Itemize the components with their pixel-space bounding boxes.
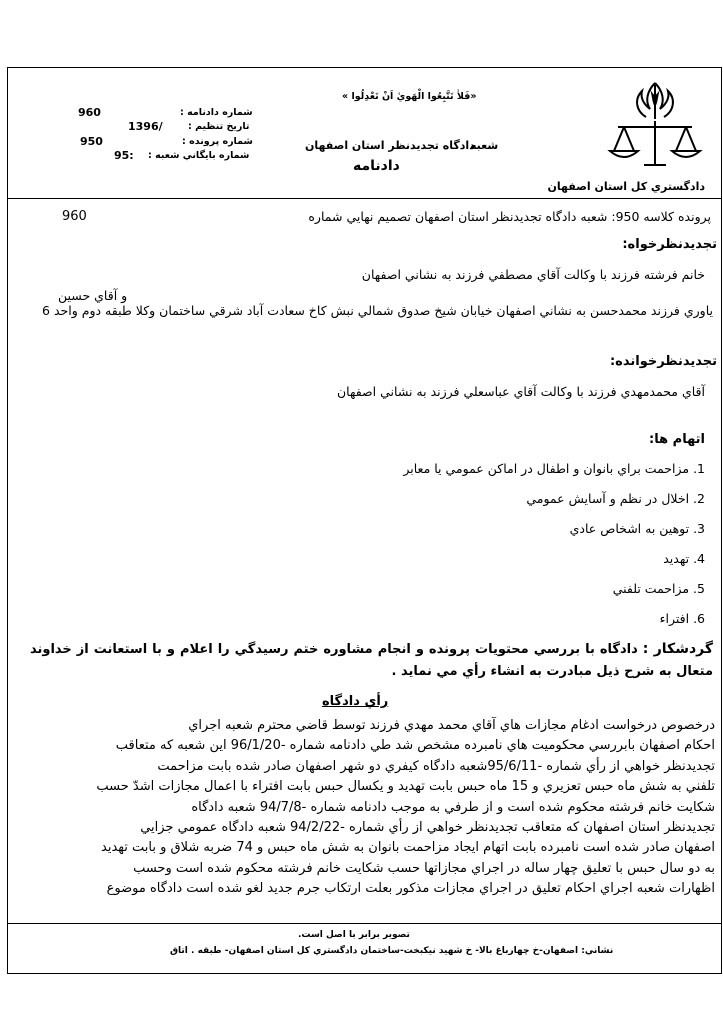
charges-heading: اتهام ها: xyxy=(649,432,705,447)
verdict-line: اظهارات شعبه اجراي احكام تعليق در اجراي مجازات مذكور بعلت ارتكاب جرم جديد لغو شده است دادگاه موضوع xyxy=(106,881,715,897)
verdict-line: تلفني به شش ماه حبس تعزيري و 15 ماه حبس بابت تهديد و يكسال حبس بابت افتراء با اعمال مجازات اشدّ حسب xyxy=(96,779,715,795)
procedure-text: دادگاه با بررسي محتويات پرونده و انجام مشاوره ختم رسيدگي را اعلام و با استعانت از خداوند متعال به شرح ذيل مبادرت به انشاء رأي مي نمايد . xyxy=(30,642,713,679)
verdict-line: تجديدنظر خواهي از رأي شماره -95/6/11شعبه دادگاه كيفري دو شهر اصفهان صادر شده بابت مزاحمت xyxy=(157,758,715,774)
footer-divider xyxy=(8,923,721,924)
case-reference-line: پرونده كلاسه 950: شعبه دادگاه تجديدنظر استان اصفهان تصميم نهايي شماره xyxy=(308,209,711,224)
verdict-line: احكام اصفهان بابررسي محكوميت هاي نامبرده مشخص شد طي دادنامه شماره -96/1/20 اين شعبه كه متعاقب xyxy=(115,738,715,754)
header-quote: «فَلاٰ تَتَّبِعُوا الْهَويٰ اَنْ تَعْدِلُوا » xyxy=(342,91,477,102)
respondent-heading: تجديدنظرخوانده: xyxy=(609,354,717,369)
field-value-issue-date: 1396/ xyxy=(128,120,163,133)
procedure-label: گردشكار : xyxy=(642,641,714,657)
header-divider xyxy=(8,198,721,199)
charge-item: 2. اخلال در نظم و آسايش عمومي xyxy=(526,491,705,506)
field-label-issue-date: تاريخ تنظيم : xyxy=(188,121,250,132)
charge-item: 6. افتراء xyxy=(659,611,705,626)
charge-item: 4. تهديد xyxy=(663,551,705,566)
judiciary-name: دادگستري كل استان اصفهان xyxy=(547,180,705,193)
verdict-line: تجديدنظر استان اصفهان كه متعاقب تجديدنظر خواهي از رأي شماره -94/2/22 شعبه دادگاه عمومي جزايي xyxy=(140,820,715,836)
court-title: دادگاه تجديدنظر استان اصفهان xyxy=(305,139,475,152)
procedure-report xyxy=(30,638,713,683)
charge-item: 1. مزاحمت براي بانوان و اطفال در اماكن عمومي يا معابر xyxy=(403,461,705,476)
appellant-line-3: ياوري فرزند محمدحسن به نشاني اصفهان خيابان شيخ صدوق شمالي نبش كاخ سعادت آباد شرقي ساختمان وكلا طبقه دوم واحد 6 xyxy=(42,303,713,318)
appellant-heading: تجديدنظرخواه: xyxy=(622,237,717,252)
verdict-heading: رأي دادگاه xyxy=(322,694,389,709)
court-address: نشاني: اصفهان-خ چهارباغ بالا- خ شهيد نيكبخت-ساختمان دادگستري كل استان اصفهان- طبقه . اتاق xyxy=(170,946,614,956)
verdict-line: شكايت خانم فرشته محكوم شده است و از طرفي به موجب دادنامه شماره -94/7/8 شعبه دادگاه xyxy=(191,799,715,815)
field-label-archive-number: شماره بايگاني شعبه : xyxy=(148,150,250,161)
field-value-case-number: 950 xyxy=(80,135,103,148)
respondent-line-1: آقاي محمدمهدي فرزند با وكالت آقاي عباسعلي فرزند به نشاني اصفهان xyxy=(336,384,705,399)
document-type: دادنامه xyxy=(353,158,400,174)
branch-label: شعبه xyxy=(470,139,499,152)
charge-item: 3. توهين به اشخاص عادي xyxy=(569,521,705,536)
verdict-line: به دو سال حبس با تعليق چهار ساله در اجراي مجازاتها حسب شكايت خانم فرشته محكوم شده است وحسب xyxy=(133,860,715,876)
iran-emblem-icon xyxy=(600,75,710,175)
field-label-ruling-number: شماره دادنامه : xyxy=(180,107,253,118)
appellant-line-1: خانم فرشته فرزند با وكالت آقاي مصطفي فرزند به نشاني اصفهان xyxy=(361,267,705,282)
field-value-archive-number: 95: xyxy=(114,149,134,162)
appellant-line-2: و آقاي حسين xyxy=(58,288,128,303)
verdict-body xyxy=(14,716,715,900)
charge-item: 5. مزاحمت تلفني xyxy=(612,581,705,596)
field-label-case-number: شماره پرونده : xyxy=(182,136,253,147)
case-final-number: 960 xyxy=(62,209,87,224)
field-value-ruling-number: 960 xyxy=(78,106,101,119)
certified-copy-note: تصوير برابر با اصل است. xyxy=(298,930,410,940)
verdict-line: درخصوص درخواست ادغام مجازات هاي آقاي محمد مهدي فرزند توسط قاضي محترم شعبه اجراي xyxy=(188,718,715,733)
verdict-line: اصفهان صادر شده است نامبرده بابت اتهام ايجاد مزاحمت بانوان به شش ماه حبس و 74 ضربه شلاق و بابت تهديد xyxy=(101,840,715,856)
